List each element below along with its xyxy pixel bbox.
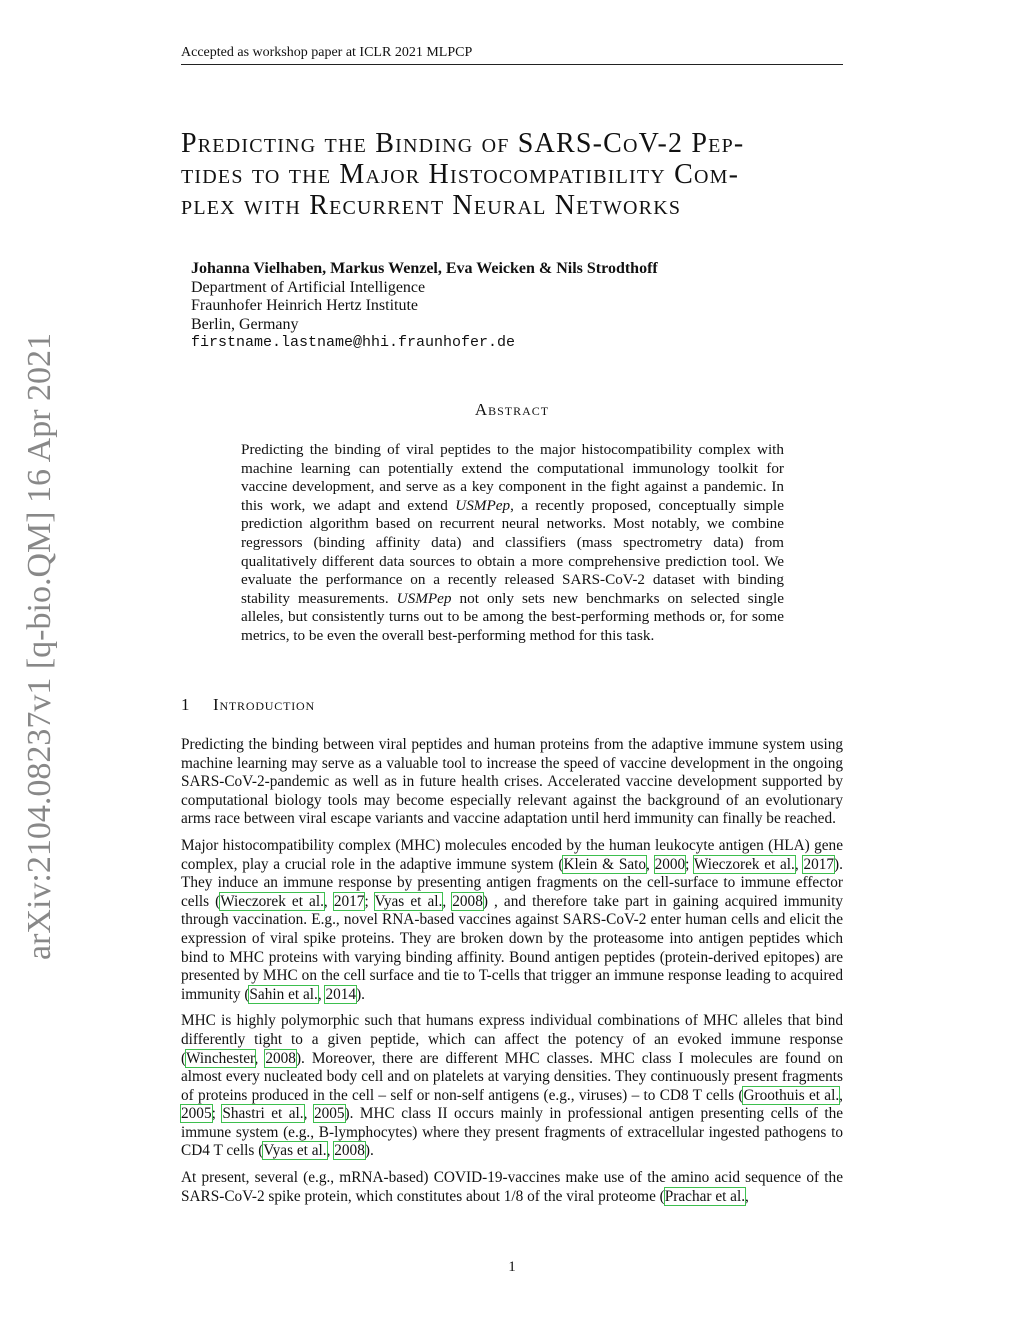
citation-link[interactable]: Groothuis et al. bbox=[743, 1086, 840, 1104]
arxiv-identifier: arXiv:2104.08237v1 [q-bio.QM] 16 Apr 2021 bbox=[21, 332, 58, 960]
section-number: 1 bbox=[181, 695, 191, 714]
paragraph-text: ). They induce an immune response by presenting antigen fragments on the cell-surface to immune effector cells ( bbox=[181, 855, 843, 910]
paragraph bbox=[181, 1169, 843, 1206]
citation-separator: ; bbox=[211, 1105, 223, 1123]
title-line: tides to the Major Histocompatibility Com- bbox=[181, 159, 740, 190]
author-names: Johanna Vielhaben, Markus Wenzel, Eva Weicken & Nils Strodthoff bbox=[191, 260, 658, 277]
citation-link[interactable]: Shastri et al. bbox=[222, 1105, 304, 1123]
citation-separator: ; bbox=[364, 892, 375, 910]
section-heading bbox=[181, 695, 315, 715]
citation-separator: ; bbox=[685, 855, 694, 873]
abstract-heading-text: Abstract bbox=[474, 400, 550, 419]
paragraph-text: Predicting the binding between viral peptides and human proteins from the adaptive immune system using machine learning may serve as a valuable tool to increase the speed of vaccine development in the ongoing SARS-CoV-2-pandemic as well as in future health crises. Accelerated vaccine development supported by computational biology tools may become especially relevant against the background of an evolutionary arms race between viral escape variants and vaccine adaptation until herd immunity can finally be reached. bbox=[181, 736, 843, 828]
paragraph-text: At present, several (e.g., mRNA-based) COVID-19-vaccines make use of the amino acid sequence of the SARS-CoV-2 spike protein, which constitutes about 1/8 of the viral proteome ( bbox=[181, 1169, 843, 1205]
abstract-body bbox=[241, 441, 784, 646]
citation-link[interactable]: 2008 bbox=[265, 1049, 296, 1067]
paragraph-text: ). Moreover, there are different MHC classes. MHC class I molecules are found on almost every nucleated body cell and on platelets at varying densities. They continuously present fragments of proteins produced in the cell – self or non-self antigens (e.g., viruses) – to CD8 T cells ( bbox=[181, 1049, 843, 1104]
citation-link[interactable]: Wieczorek et al. bbox=[220, 892, 324, 910]
citation-link[interactable]: Vyas et al. bbox=[263, 1142, 327, 1160]
abstract-text: , a recently proposed, conceptually simple prediction algorithm based on recurrent neural networks. Most notably, we combine regressors (binding affinity data) and classifiers (mass spectrometry data) from qualitatively different data sources to obtain a more comprehensive prediction tool. We evaluate the performance on a recently released SARS-CoV-2 dataset with binding stability measurements. bbox=[241, 496, 784, 607]
citation-link[interactable]: 2000 bbox=[654, 855, 686, 873]
paragraph-text: Major histocompatibility complex (MHC) molecules encoded by the human leukocyte antigen (HLA) gene complex, play a crucial role in the adaptive immune system ( bbox=[181, 836, 843, 873]
citation-separator: , bbox=[317, 985, 326, 1003]
citation-link[interactable]: 2005 bbox=[313, 1105, 345, 1123]
citation-link[interactable]: Vyas et al. bbox=[374, 892, 443, 910]
paragraph-text: , bbox=[745, 1187, 749, 1205]
citation-link[interactable]: 2008 bbox=[334, 1142, 365, 1160]
author-email: firstname.lastname@hhi.fraunhofer.de bbox=[191, 334, 516, 351]
affiliation-line: Fraunhofer Heinrich Hertz Institute bbox=[191, 297, 419, 314]
citation-link[interactable]: 2008 bbox=[452, 892, 483, 910]
section-title: Introduction bbox=[213, 695, 315, 714]
page-number: 1 bbox=[508, 1259, 516, 1275]
paragraph bbox=[181, 1012, 843, 1161]
citation-link[interactable]: 2017 bbox=[333, 892, 365, 910]
citation-separator: , bbox=[326, 1142, 335, 1160]
method-name: USMPep bbox=[396, 589, 452, 607]
citation-separator: , bbox=[442, 892, 453, 910]
citation-separator: , bbox=[646, 855, 655, 873]
abstract-heading bbox=[0, 400, 1024, 420]
citation-link[interactable]: Klein & Sato bbox=[563, 855, 647, 873]
abstract-text: not only sets new benchmarks on selected single alleles, but consistently turns out to be among the best-performing methods or, for some metrics, to be even the overall best-performing method for this task. bbox=[241, 589, 784, 644]
paragraph-text: MHC is highly polymorphic such that humans express individual combinations of MHC alleles that bind differently tight to a given peptide, which can affect the potency of an evoked immune response ( bbox=[181, 1012, 843, 1067]
paragraph-text: ) , and therefore take part in gaining acquired immunity through vaccination. E.g., novel RNA-based vaccines against SARS-CoV-2 enter human cells and elicit the expression of viral spike proteins. They are broken down by the proteasome into antigen peptides which bind to MHC proteins with varying binding affinity. Bound antigen peptides (protein-derived epitopes) are presented by MHC on the cell surface and tie to T-cells that trigger an immune response leading to acquired immunity ( bbox=[181, 892, 844, 1003]
title-line: plex with Recurrent Neural Networks bbox=[181, 190, 682, 221]
paragraph-text: ). bbox=[364, 1142, 374, 1160]
paper-title bbox=[181, 128, 846, 221]
author-block bbox=[191, 260, 658, 353]
running-header: Accepted as workshop paper at ICLR 2021 MLPCP bbox=[181, 44, 843, 65]
citation-link[interactable]: Winchester bbox=[186, 1049, 255, 1067]
affiliation-line: Berlin, Germany bbox=[191, 315, 299, 333]
citation-link[interactable]: Sahin et al. bbox=[249, 985, 318, 1003]
citation-link[interactable]: 2017 bbox=[803, 855, 835, 873]
paragraph bbox=[181, 736, 843, 829]
paragraph-text: ). MHC class II occurs mainly in professional antigen presenting cells of the immune system (e.g., B-lymphocytes) where they present fragments of extracellular ingested pathogens to CD4 T cells ( bbox=[181, 1105, 844, 1160]
citation-link[interactable]: Prachar et al. bbox=[664, 1187, 746, 1205]
citation-separator: , bbox=[303, 1105, 314, 1123]
citation-link[interactable]: Wieczorek et al. bbox=[693, 855, 795, 873]
method-name: USMPep bbox=[455, 496, 511, 514]
citation-link[interactable]: 2014 bbox=[325, 985, 357, 1003]
title-line: Predicting the Binding of SARS-CoV-2 Pep- bbox=[181, 128, 745, 159]
affiliation-line: Department of Artificial Intelligence bbox=[191, 278, 426, 296]
section-body bbox=[181, 736, 843, 1214]
citation-link[interactable]: 2005 bbox=[181, 1105, 212, 1123]
citation-separator: , bbox=[794, 855, 804, 873]
abstract-text: Predicting the binding of viral peptides to the major histocompatibility complex with machine learning can potentially extend the computational immunology toolkit for vaccine development, and serve as a key component in the fight against a pandemic. In this work, we adapt and extend bbox=[241, 441, 784, 514]
citation-separator: , bbox=[254, 1049, 266, 1067]
citation-separator: , bbox=[839, 1086, 843, 1104]
paragraph-text: ). bbox=[356, 985, 365, 1003]
citation-separator: , bbox=[323, 892, 334, 910]
paragraph bbox=[181, 837, 843, 1004]
